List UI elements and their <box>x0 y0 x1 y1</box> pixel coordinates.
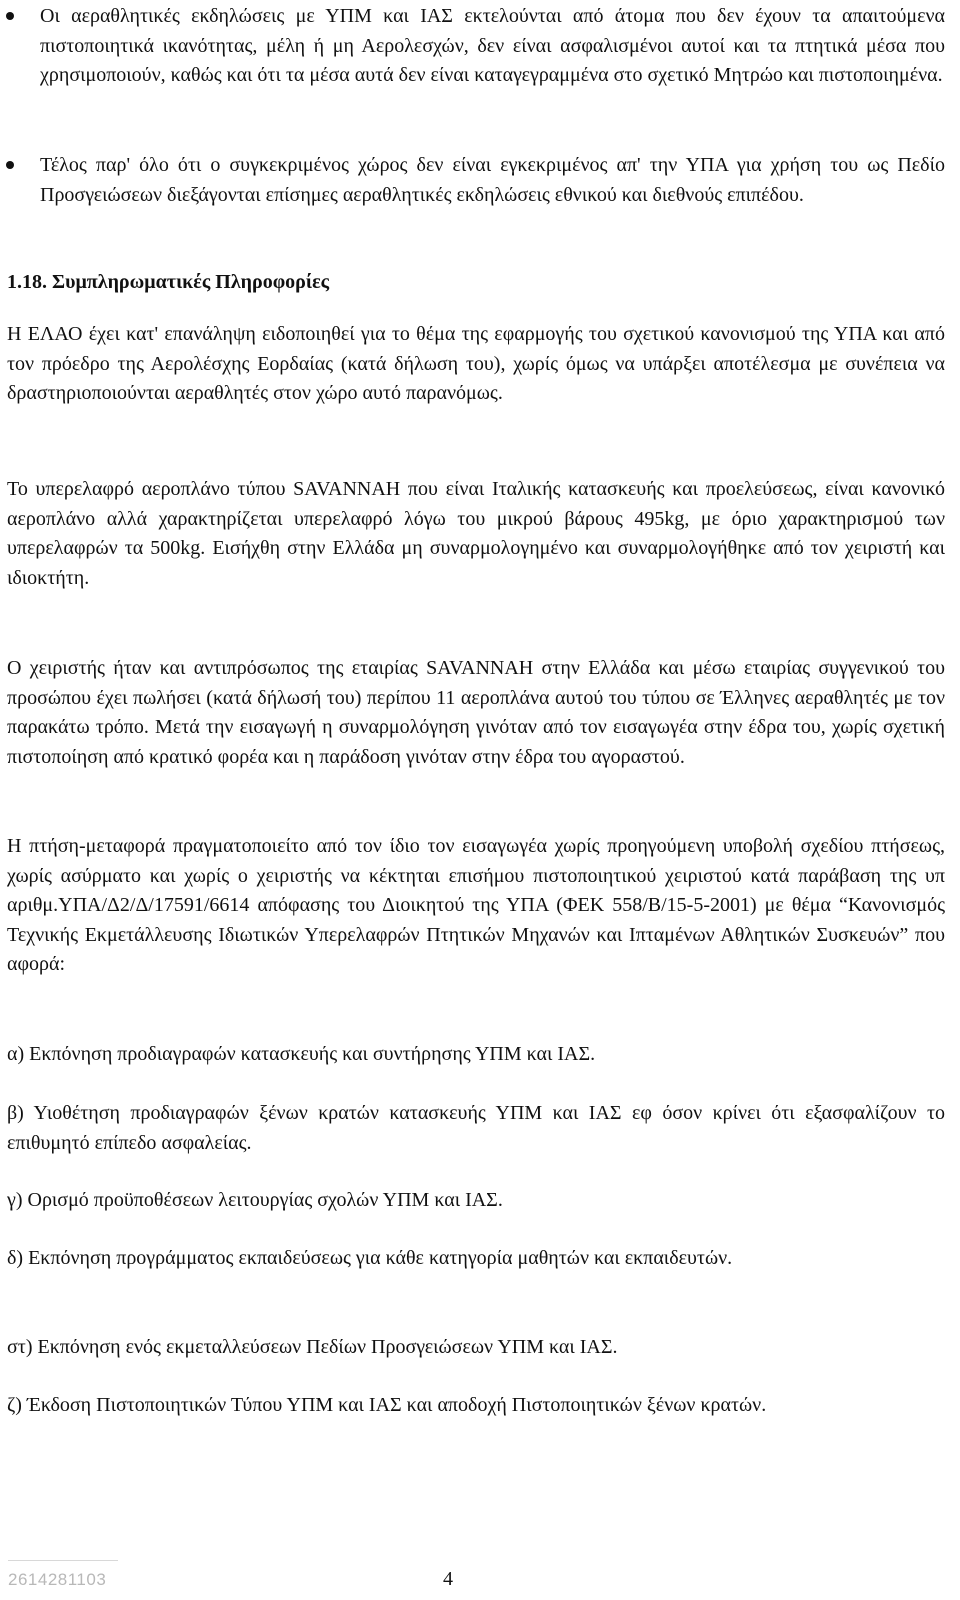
list-item-text: α) Εκπόνηση προδιαγραφών κατασκευής και συντήρησης ΥΠΜ και ΙΑΣ. <box>7 1043 596 1065</box>
list-item-text: στ) Εκπόνηση ενός εκμεταλλεύσεων Πεδίων Προσγειώσεων ΥΠΜ και ΙΑΣ. <box>7 1336 618 1358</box>
paragraph-text: Η πτήση-μεταφορά πραγματοποιείτο από τον ίδιο τον εισαγωγέα χωρίς προηγούμενη υποβολή σχεδίου πτήσεως, χωρίς ασύρματο και χωρίς ο χειριστής να κέκτηται επισήμου πιστοποιητικού χειριστού κατά παράβαση της υπ αριθμ.ΥΠΑ/Δ2/Δ/17591/6614 απόφασης του Διοικητού της ΥΠΑ (ΦΕΚ 558/Β/15-5-2001) με θέμα “Κανονισμός Τεχνικής Εκμετάλλευσης Ιδιωτικών Υπερελαφρών Πτητικών Μηχανών και Ιπταμένων Αθλητικών Συσκευών” που αφορά: <box>7 835 945 975</box>
list-item-text: ζ) Έκδοση Πιστοποιητικών Τύπου ΥΠΜ και ΙΑΣ και αποδοχή Πιστοποιητικών ξένων κρατών. <box>7 1394 767 1416</box>
list-item-text: β) Υιοθέτηση προδιαγραφών ξένων κρατών κατασκευής ΥΠΜ και ΙΑΣ εφ όσον κρίνει ότι εξασφαλίζουν το επιθυμητό επίπεδο ασφαλείας. <box>7 1102 945 1154</box>
list-item <box>7 1099 945 1158</box>
page-number: 4 <box>443 1568 453 1590</box>
paragraph-text: Ο χειριστής ήταν και αντιπρόσωπος της εταιρίας SAVANNAH στην Ελλάδα και μέσω εταιρίας συγγενικού του προσώπου έχει πωλήσει (κατά δήλωσή του) περίπου 11 αεροπλάνα αυτού του τύπου σε Έλληνες αεραθλητές με τον παρακάτω τρόπο. Μετά την εισαγωγή η συναρμολόγηση γινόταν από τον εισαγωγέα στην έδρα του, χωρίς σχετική πιστοποίηση από κρατικό φορέα και η παράδοση γινόταν στην έδρα του αγοραστού. <box>7 657 945 768</box>
bullet-text: Τέλος παρ' όλο ότι ο συγκεκριμένος χώρος δεν είναι εγκεκριμένος απ' την ΥΠΑ για χρήση του ως Πεδίο Προσγειώσεων διεξάγονται επίσημες αεραθλητικές εκδηλώσεις εθνικού και διεθνούς επιπέδου. <box>40 154 945 206</box>
list-item <box>7 1244 945 1274</box>
list-item <box>7 1333 945 1363</box>
bullet-dot-icon <box>6 161 14 169</box>
list-item <box>7 1040 945 1070</box>
bullet-item <box>40 2 945 91</box>
list-item <box>7 1391 945 1421</box>
section-heading: 1.18. Συμπληρωματικές Πληροφορίες <box>7 271 330 293</box>
paragraph <box>7 320 945 409</box>
paragraph <box>7 475 945 593</box>
bullet-dot-icon <box>6 12 14 20</box>
bullet-text: Οι αεραθλητικές εκδηλώσεις με ΥΠΜ και ΙΑΣ εκτελούνται από άτομα που δεν έχουν τα απαιτούμενα πιστοποιητικά ικανότητας, μέλη ή μη Αερολεσχών, δεν είναι ασφαλισμένοι αυτοί και τα πτητικά μέσα που χρησιμοποιούν, καθώς και ότι τα μέσα αυτά δεν είναι καταγεγραμμένα στο σχετικό Μητρώο και πιστοποιημένα. <box>40 5 945 86</box>
list-item <box>7 1186 945 1216</box>
list-item-text: γ) Ορισμό προϋποθέσεων λειτουργίας σχολών ΥΠΜ και ΙΑΣ. <box>7 1189 503 1211</box>
section-heading-block <box>7 268 945 297</box>
bullet-item <box>40 151 945 210</box>
paragraph-text: Το υπερελαφρό αεροπλάνο τύπου SAVANNAH που είναι Ιταλικής κατασκευής και προελεύσεως, είναι κανονικό αεροπλάνο αλλά χαρακτηρίζεται υπερελαφρό λόγω του μικρού βάρους 495kg, με όριο χαρακτηρισμού των υπερελαφρών τα 500kg. Εισήχθη στην Ελλάδα μη συναρμολογημένο και συναρμολογήθηκε από τον χειριστή και ιδιοκτήτη. <box>7 478 945 589</box>
list-item-text: δ) Εκπόνηση προγράμματος εκπαιδεύσεως για κάθε κατηγορία μαθητών και εκπαιδευτών. <box>7 1247 733 1269</box>
paragraph <box>7 654 945 772</box>
footer-document-id: 2614281103 <box>8 1570 107 1589</box>
footer-divider <box>8 1560 118 1561</box>
paragraph <box>7 832 945 980</box>
paragraph-text: Η ΕΛΑΟ έχει κατ' επανάληψη ειδοποιηθεί για το θέμα της εφαρμογής του σχετικού κανονισμού της ΥΠΑ και από τον πρόεδρο της Αερολέσχης Εορδαίας (κατά δήλωση του), χωρίς όμως να υπάρξει αποτέλεσμα με συνέπεια να δραστηριοποιούνται αεραθλητές στον χώρο αυτό παρανόμως. <box>7 323 945 404</box>
